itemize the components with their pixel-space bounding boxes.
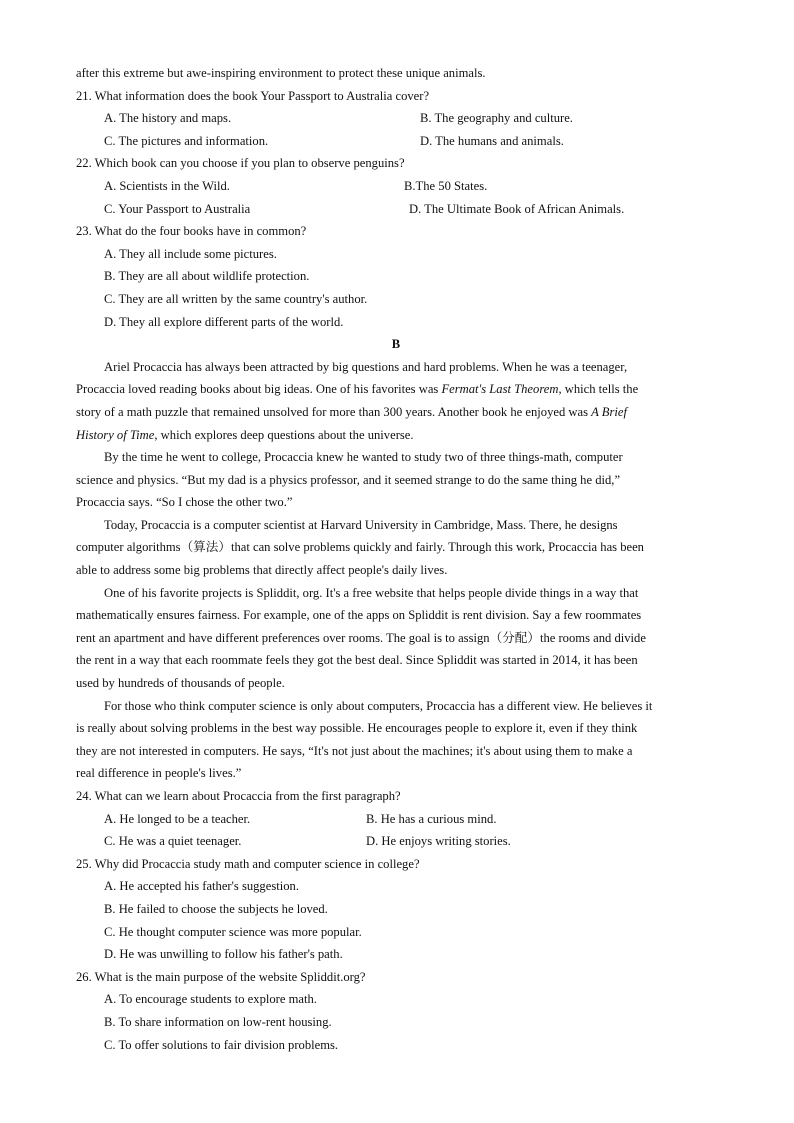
paragraph-4-line-1: One of his favorite projects is Spliddit, org. It's a free website that helps people divide things in a way that xyxy=(104,585,639,600)
paragraph-4-line-2: mathematically ensures fairness. For example, one of the apps on Spliddit is rent division. Say a few roommates xyxy=(76,608,642,623)
question-24-option-d[interactable]: D. He enjoys writing stories. xyxy=(366,834,511,849)
passage-paragraph-2 xyxy=(76,446,716,514)
question-26-option-c[interactable]: C. To offer solutions to fair division problems. xyxy=(104,1037,339,1052)
paragraph-2-line-3: Procaccia says. “So I chose the other two.” xyxy=(76,495,293,510)
question-22-options-row-2 xyxy=(76,198,716,221)
question-22-options-row-1 xyxy=(76,175,716,198)
paragraph-4-line-5: used by hundreds of thousands of people. xyxy=(76,676,285,691)
paragraph-5-line-4: real difference in people's lives.” xyxy=(76,766,242,781)
section-b-heading: B xyxy=(391,337,401,352)
paragraph-1-line-4 xyxy=(76,424,716,447)
question-21-option-d[interactable]: D. The humans and animals. xyxy=(420,133,564,148)
paragraph-3-line-3: able to address some big problems that directly affect people's daily lives. xyxy=(76,563,448,578)
question-26-option-a[interactable]: A. To encourage students to explore math. xyxy=(104,992,317,1007)
question-25-option-a[interactable]: A. He accepted his father's suggestion. xyxy=(104,879,299,894)
question-23-option-a[interactable]: A. They all include some pictures. xyxy=(104,246,277,261)
paragraph-3-line-1: Today, Procaccia is a computer scientist at Harvard University in Cambridge, Mass. There, he designs xyxy=(104,517,618,532)
question-25-option-c[interactable]: C. He thought computer science was more popular. xyxy=(104,924,362,939)
question-23-option-c[interactable]: C. They are all written by the same country's author. xyxy=(104,291,368,306)
paragraph-5-line-1: For those who think computer science is only about computers, Procaccia has a different view. He believes it xyxy=(104,698,653,713)
paragraph-1-text: , which tells the xyxy=(558,382,639,397)
paragraph-1-text: story of a math puzzle that remained unsolved for more than 300 years. Another book he enjoyed was xyxy=(76,404,592,419)
intro-tail-text: after this extreme but awe-inspiring environment to protect these unique animals. xyxy=(76,66,486,80)
question-23-option-d[interactable]: D. They all explore different parts of the world. xyxy=(104,314,344,329)
paragraph-4-line-4: the rent in a way that each roommate feels they got the best deal. Since Spliddit was started in 2014, it has been xyxy=(76,653,638,668)
passage-paragraph-3 xyxy=(76,514,716,582)
question-21-option-b[interactable]: B. The geography and culture. xyxy=(420,111,573,126)
paragraph-4-line-3: rent an apartment and have different preferences over rooms. The goal is to assign（分配）the rooms and divide xyxy=(76,630,646,645)
question-25-option-b[interactable]: B. He failed to choose the subjects he loved. xyxy=(104,901,328,916)
passage-paragraph-4 xyxy=(76,582,716,695)
question-25-stem: 25. Why did Procaccia study math and computer science in college? xyxy=(76,856,420,871)
question-22-option-a[interactable]: A. Scientists in the Wild. xyxy=(104,178,230,193)
paragraph-2-line-1: By the time he went to college, Procaccia knew he wanted to study two of three things-math, computer xyxy=(104,450,623,465)
exam-page xyxy=(76,62,716,1056)
paragraph-2-line-2: science and physics. “But my dad is a physics professor, and it seemed strange to do the same thing he did,” xyxy=(76,472,621,487)
question-22-option-b[interactable]: B.The 50 States. xyxy=(404,178,488,193)
question-22-option-c[interactable]: C. Your Passport to Australia xyxy=(104,201,251,216)
paragraph-3-line-2: computer algorithms（算法）that can solve problems quickly and fairly. Through this work, Procaccia has been xyxy=(76,540,644,555)
question-21-option-c[interactable]: C. The pictures and information. xyxy=(104,133,269,148)
question-21-stem: 21. What information does the book Your Passport to Australia cover? xyxy=(76,88,430,103)
paragraph-5-line-3: they are not interested in computers. He says, “It's not just about the machines; it's about using them to make a xyxy=(76,743,633,758)
question-23-option-b[interactable]: B. They are all about wildlife protection. xyxy=(104,269,310,284)
question-24-option-c[interactable]: C. He was a quiet teenager. xyxy=(104,834,242,849)
question-22-option-d[interactable]: D. The Ultimate Book of African Animals. xyxy=(409,201,625,216)
question-21-options-row-1 xyxy=(76,107,716,130)
question-26-option-b[interactable]: B. To share information on low-rent housing. xyxy=(104,1014,332,1029)
paragraph-1-line-3 xyxy=(76,401,716,424)
question-21-option-a[interactable]: A. The history and maps. xyxy=(104,111,232,126)
paragraph-1-line-2 xyxy=(76,378,716,401)
question-24-stem: 24. What can we learn about Procaccia from the first paragraph? xyxy=(76,789,401,803)
passage-paragraph-1 xyxy=(76,356,716,446)
question-24-options-row-2 xyxy=(76,830,716,853)
question-24-option-b[interactable]: B. He has a curious mind. xyxy=(366,811,497,826)
paragraph-1-line-1: Ariel Procaccia has always been attracted by big questions and hard problems. When he was a teenager, xyxy=(104,359,628,374)
question-24-options-row-1 xyxy=(76,808,716,831)
question-21-options-row-2 xyxy=(76,130,716,153)
question-24-option-a[interactable]: A. He longed to be a teacher. xyxy=(104,811,251,826)
paragraph-1-text: Procaccia loved reading books about big ideas. One of his favorites was xyxy=(76,382,442,397)
book-title-fermat: Fermat's Last Theorem xyxy=(441,382,559,397)
question-23-stem: 23. What do the four books have in common? xyxy=(76,224,307,239)
question-26-stem: 26. What is the main purpose of the website Spliddit.org? xyxy=(76,969,366,984)
paragraph-5-line-2: is really about solving problems in the best way possible. He encourages people to explore it, even if they think xyxy=(76,721,638,736)
question-22-stem: 22. Which book can you choose if you plan to observe penguins? xyxy=(76,156,405,171)
passage-paragraph-5 xyxy=(76,695,716,785)
question-25-option-d[interactable]: D. He was unwilling to follow his father's path. xyxy=(104,947,343,962)
book-title-brief-history-part1: A Brief xyxy=(591,404,627,419)
book-title-brief-history-part2: History of Time xyxy=(76,427,155,442)
paragraph-1-text: , which explores deep questions about the universe. xyxy=(154,427,414,442)
